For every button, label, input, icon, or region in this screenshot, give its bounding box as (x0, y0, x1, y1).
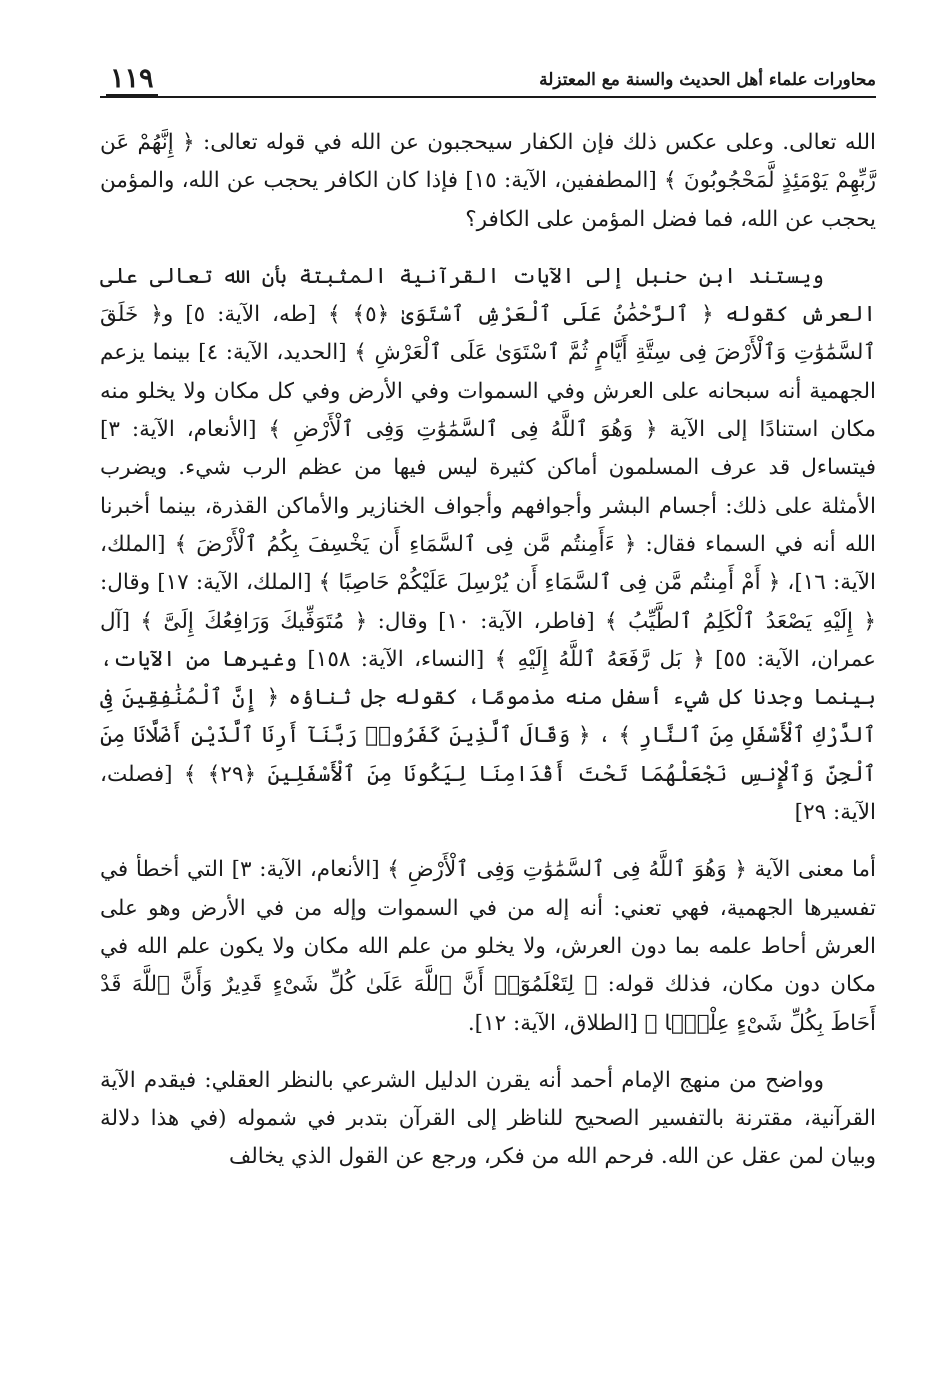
paragraph-ibn-hanbal-argument: ويستند ابن حنبل إلى الآيات القرآنية المثبتة بأن الله تعالى على العرش كقوله ﴿ ٱلرَّحْمَٰنُ عَلَى ٱلْعَرْشِ ٱسْتَوَىٰ ﴿٥﴾ ﴾ [طه، الآية: ٥] و﴿ خَلَقَ ٱلسَّمَٰوَٰتِ وَٱلْأَرْضَ فِى سِتَّةِ أَيَّامٍ ثُمَّ ٱسْتَوَىٰ عَلَى ٱلْعَرْشِ ﴾ [الحديد، الآية: ٤] بينما يزعم الجهمية أنه سبحانه على العرش وفي السموات وفي الأرض وفي كل مكان ولا يخلو منه مكان استنادًا إلى الآية ﴿ وَهُوَ ٱللَّهُ فِى ٱلسَّمَٰوَٰتِ وَفِى ٱلْأَرْضِ ﴾ [الأنعام، الآية: ٣] فيتساءل قد عرف المسلمون أماكن كثيرة ليس فيها من عظم الرب شيء. ويضرب الأمثلة على ذلك: أجسام البشر وأجوافهم وأجواف الخنازير والأماكن القذرة، بينما أخبرنا الله أنه في السماء فقال: ﴿ ءَأَمِنتُم مَّن فِى ٱلسَّمَاءِ أَن يَخْسِفَ بِكُمُ ٱلْأَرْضَ ﴾ [الملك، الآية: ١٦]، ﴿ أَمْ أَمِنتُم مَّن فِى ٱلسَّمَاءِ أَن يُرْسِلَ عَلَيْكُمْ حَاصِبًا ﴾ [الملك، الآية: ١٧] وقال: ﴿ إِلَيْهِ يَصْعَدُ ٱلْكَلِمُ ٱلطَّيِّبُ ﴾ [فاطر، الآية: ١٠] وقال: ﴿ مُتَوَفِّيكَ وَرَافِعُكَ إِلَىَّ ﴾ [آل عمران، الآية: ٥٥] ﴿ بَل رَّفَعَهُ ٱللَّهُ إِلَيْهِ ﴾ [النساء، الآية: ١٥٨] وغيرها من الآيات، بينما وجدنا كل شيء أسفل منه مذمومًا، كقوله جل ثناؤه ﴿ إِنَّ ٱلْمُنَٰفِقِينَ فِى ٱلدَّرْكِ ٱلْأَسْفَلِ مِنَ ٱلنَّارِ ﴾ ، ﴿ وَقَالَ ٱلَّذِينَ كَفَرُوا۟ رَبَّنَآ أَرِنَا ٱلَّذَيْنِ أَضَلَّانَا مِنَ ٱلْجِنِّ وَٱلْإِنسِ نَجْعَلْهُمَا تَحْتَ أَقْدَامِنَا لِيَكُونَا مِنَ ٱلْأَسْفَلِينَ ﴿٢٩﴾ ﴾ [فصلت، الآية: ٢٩] (100, 263, 877, 826)
paragraph-continuation: الله تعالى. وعلى عكس ذلك فإن الكفار سيحجبون عن الله في قوله تعالى: ﴿ إِنَّهُمْ عَن رَّبِّهِمْ يَوْمَئِذٍ لَّمَحْجُوبُونَ ﴾ [المطففين، الآية: ١٥] فإذا كان الكافر يحجب عن الله، والمؤمن يحجب عن الله، فما فضل المؤمن على الكافر؟ (100, 130, 876, 232)
paragraph-verse-meaning: أما معنى الآية ﴿ وَهُوَ ٱللَّهُ فِى ٱلسَّمَٰوَٰتِ وَفِى ٱلْأَرْضِ ﴾ [الأنعام، الآية: ٣] التي أخطأ في تفسيرها الجهمية، فهي تعني: أنه إله من في السموات وإله من في الأرض وهو على العرش أحاط علمه بما دون العرش، ولا يخلو من علم الله مكان ولا يكون علم الله في مكان دون مكان، فذلك قوله: ﴿ لِتَعْلَمُوٓا۟ أَنَّ ٱللَّهَ عَلَىٰ كُلِّ شَىْءٍ قَدِيرٌ وَأَنَّ ٱللَّهَ قَدْ أَحَاطَ بِكُلِّ شَىْءٍ عِلْمًۢا ﴾ [الطلاق، الآية: ١٢]. (100, 857, 876, 1036)
header-title: محاورات علماء أهل الحديث والسنة مع المعتزلة (539, 70, 876, 90)
page-number: ١١٩ (106, 64, 158, 96)
body-text (100, 124, 876, 1177)
book-page (100, 62, 876, 1342)
running-header (100, 62, 876, 98)
paragraph-methodology: وواضح من منهج الإمام أحمد أنه يقرن الدليل الشرعي بالنظر العقلي: فيقدم الآية القرآنية، مقترنة بالتفسير الصحيح للناظر إلى القرآن بتدبر في شموله (في هذا دلالة وبيان لمن عقل عن الله. فرحم الله من فكر، ورجع عن القول الذي يخالف (100, 1067, 876, 1170)
